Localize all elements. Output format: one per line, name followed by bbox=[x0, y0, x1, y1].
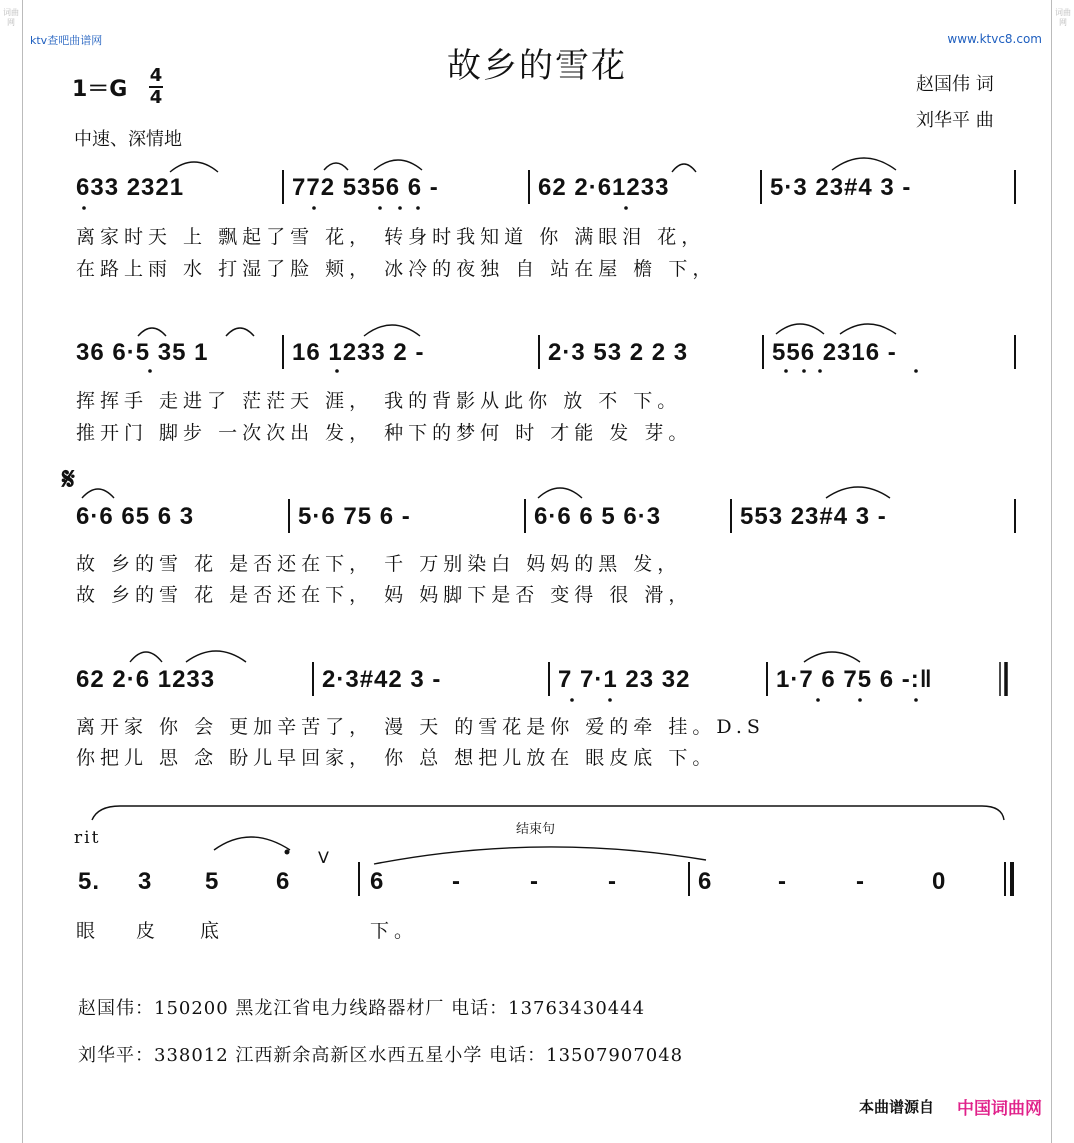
slur bbox=[226, 328, 254, 336]
octave-dot bbox=[914, 698, 918, 702]
ending-note: 3 bbox=[138, 868, 153, 895]
octave-dot bbox=[784, 369, 788, 373]
measure: 5·6 75 6 - bbox=[298, 503, 411, 530]
octave-dot bbox=[914, 369, 918, 373]
slur bbox=[324, 163, 348, 170]
octave-dot bbox=[398, 206, 402, 210]
lyrics-verse-2: 故 乡的雪 花 是否还在下， 妈 妈脚下是否 变得 很 滑， bbox=[76, 584, 693, 606]
phrase-slur bbox=[374, 847, 706, 864]
ending-phrase-label: 结束句 bbox=[516, 822, 556, 837]
measure: 5·3 23#4 3 - bbox=[770, 174, 912, 201]
slur bbox=[826, 487, 890, 498]
slur bbox=[374, 160, 422, 170]
octave-dot bbox=[378, 206, 382, 210]
composer-credit: 刘华平 曲 bbox=[916, 110, 994, 131]
ending-lyric: 底 bbox=[200, 920, 225, 942]
watermark-text: 词曲网 bbox=[3, 8, 19, 27]
source-label: 本曲谱源自 bbox=[858, 1098, 934, 1116]
slur bbox=[214, 837, 290, 850]
time-signature-top: 4 bbox=[149, 65, 163, 86]
lyrics-verse-2: 你把儿 思 念 盼儿早回家， 你 总 想把儿放在 眼皮底 下。 bbox=[76, 747, 717, 769]
ending-note: 5 bbox=[205, 868, 220, 895]
measure: 553 23#4 3 - bbox=[740, 503, 887, 530]
lyrics-verse-2: 推开门 脚步 一次次出 发， 种下的梦何 时 才能 发 芽。 bbox=[76, 422, 693, 444]
composer-contact: 刘华平：338012 江西新余高新区水西五星小学 电话：13507907048 bbox=[78, 1045, 684, 1066]
slur bbox=[130, 652, 162, 662]
ritardando-marking: rit bbox=[74, 828, 101, 848]
ending-note: - bbox=[608, 868, 617, 895]
ending-note: - bbox=[530, 868, 539, 895]
octave-dot bbox=[608, 698, 612, 702]
lyrics-verse-1: 挥挥手 走进了 茫茫天 涯， 我的背影从此你 放 不 下。 bbox=[76, 390, 682, 412]
measure: 62 2·61233 bbox=[538, 174, 670, 201]
ending-lyric: 下。 bbox=[370, 920, 419, 942]
slur bbox=[832, 158, 896, 170]
breath-mark: V bbox=[318, 848, 329, 867]
site-right-url[interactable]: www.ktvc8.com bbox=[947, 32, 1042, 46]
measure: 2·3#42 3 - bbox=[322, 666, 442, 693]
lyrics-verse-1: 故 乡的雪 花 是否还在下， 千 万别染白 妈妈的黑 发， bbox=[76, 553, 682, 575]
key-label: 1＝G bbox=[72, 77, 128, 102]
lyrics-verse-2: 在路上雨 水 打湿了脸 颊， 冰冷的夜独 自 站在屋 檐 下， bbox=[76, 258, 717, 280]
slur bbox=[364, 325, 420, 336]
slur bbox=[776, 324, 824, 334]
octave-dot bbox=[148, 369, 152, 373]
octave-dot bbox=[818, 369, 822, 373]
source-site-link[interactable]: 中国词曲网 bbox=[957, 1099, 1042, 1119]
measure: 633 2321 bbox=[76, 174, 185, 201]
lyrics-verse-1: 离家时天 上 飘起了雪 花， 转身时我知道 你 满眼泪 花， bbox=[76, 226, 706, 248]
slur bbox=[82, 489, 114, 498]
slur bbox=[538, 488, 582, 498]
measure: 772 5356 6 - bbox=[292, 174, 439, 201]
fermata-dot bbox=[285, 850, 290, 855]
octave-dot bbox=[416, 206, 420, 210]
slur bbox=[138, 328, 166, 336]
measure: 6·6 6 5 6·3 bbox=[534, 503, 662, 530]
slur bbox=[804, 652, 860, 662]
tempo-marking: 中速、深情地 bbox=[74, 129, 182, 150]
rit-bracket bbox=[92, 806, 1004, 820]
measure: 16 1233 2 - bbox=[292, 339, 425, 366]
measure: 62 2·6 1233 bbox=[76, 666, 216, 693]
song-title: 故乡的雪花 bbox=[447, 46, 627, 86]
ending-note: - bbox=[856, 868, 865, 895]
ending-note: 6 bbox=[276, 868, 291, 895]
ending-note: - bbox=[452, 868, 461, 895]
ending-note: 5. bbox=[78, 868, 101, 895]
octave-dot bbox=[82, 206, 86, 210]
octave-dot bbox=[624, 206, 628, 210]
ending-lyric: 眼 bbox=[76, 920, 101, 942]
slur bbox=[170, 162, 218, 172]
slur bbox=[672, 164, 696, 172]
octave-dot bbox=[335, 369, 339, 373]
octave-dot bbox=[816, 698, 820, 702]
ending-lyric: 皮 bbox=[136, 920, 161, 942]
octave-dot bbox=[802, 369, 806, 373]
measure: 6·6 65 6 3 bbox=[76, 503, 195, 530]
measure: 2·3 53 2 2 3 bbox=[548, 339, 689, 366]
watermark-text: 词曲网 bbox=[1055, 8, 1071, 27]
ending-note: 0 bbox=[932, 868, 947, 895]
measure: 7 7·1 23 32 bbox=[558, 666, 691, 693]
ending-note: 6 bbox=[698, 868, 713, 895]
octave-dot bbox=[312, 206, 316, 210]
octave-dot bbox=[858, 698, 862, 702]
segno-sign: 𝄋 bbox=[62, 462, 75, 497]
time-signature-bottom: 4 bbox=[149, 87, 163, 108]
lyrics-verse-1: 离开家 你 会 更加辛苦了， 漫 天 的雪花是你 爱的牵 挂。D.S bbox=[76, 716, 765, 738]
ending-note: - bbox=[778, 868, 787, 895]
slur bbox=[840, 324, 896, 334]
measure: 1·7 6 75 6 -:‖ bbox=[776, 666, 933, 693]
measure: 556 2316 - bbox=[772, 339, 897, 366]
measure: 36 6·5 35 1 bbox=[76, 339, 209, 366]
octave-dot bbox=[570, 698, 574, 702]
slur bbox=[186, 651, 246, 662]
lyricist-contact: 赵国伟：150200 黑龙江省电力线路器材厂 电话：13763430444 bbox=[78, 998, 646, 1019]
site-left-label[interactable]: ktv查吧曲谱网 bbox=[30, 34, 103, 47]
lyricist-credit: 赵国伟 词 bbox=[916, 74, 994, 95]
ending-note: 6 bbox=[370, 868, 385, 895]
